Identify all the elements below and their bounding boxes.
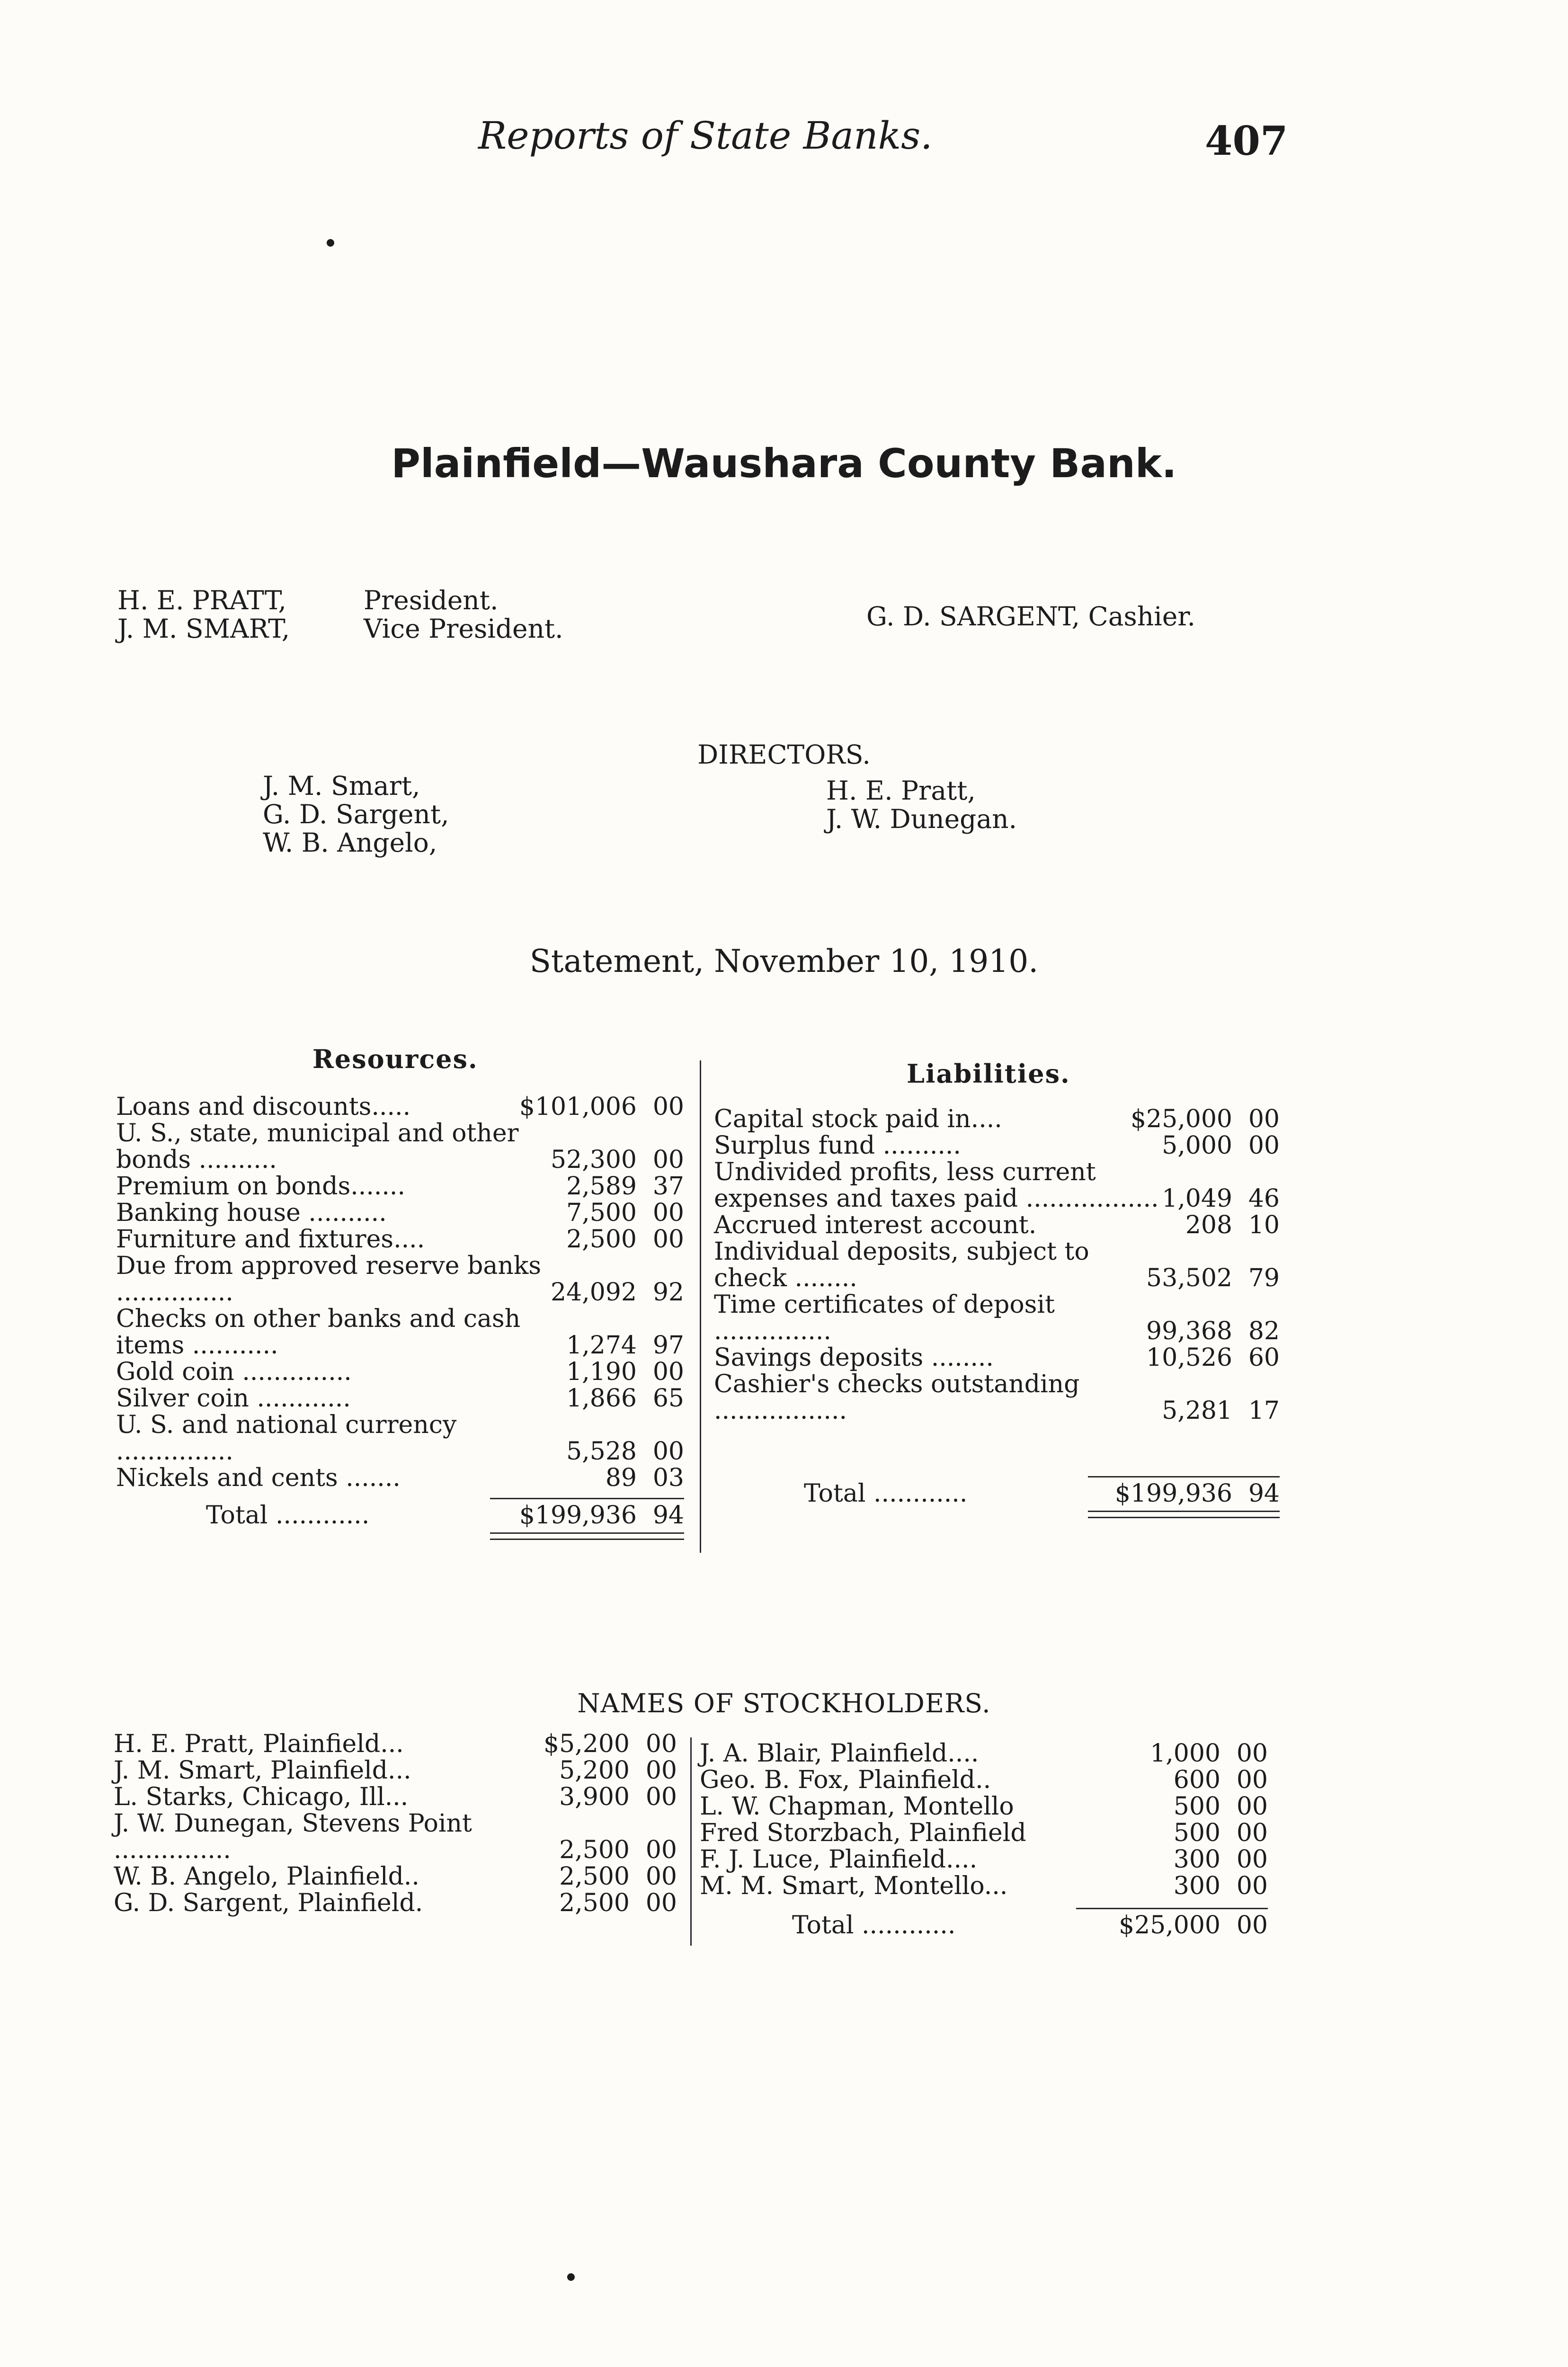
running-title: Reports of State Banks. <box>478 114 933 158</box>
officer-name: J. M. SMART, <box>117 614 290 644</box>
director-name: J. M. Smart, <box>263 771 420 801</box>
director-name: G. D. Sargent, <box>263 799 449 829</box>
item-label: Undivided profits, less current expenses and taxes paid ................. <box>714 1158 1159 1213</box>
cashier: G. D. SARGENT, Cashier. <box>866 601 1196 632</box>
item-cents: 60 <box>1248 1344 1280 1372</box>
share-cents: 00 <box>1236 1819 1268 1847</box>
stockholder-name: W. B. Angelo, Plainfield.. <box>114 1862 419 1891</box>
item-label: Silver coin ............ <box>116 1384 351 1413</box>
officer-role: President. <box>364 585 499 615</box>
item-label: Checks on other banks and cash items ........... <box>116 1305 521 1360</box>
share-cents: 00 <box>645 1889 677 1917</box>
resources-heading: Resources. <box>312 1044 478 1074</box>
stockholder-name: J. A. Blair, Plainfield.... <box>700 1739 979 1768</box>
item-dollars: $25,000 <box>1130 1105 1232 1133</box>
directors-heading: DIRECTORS. <box>697 739 871 770</box>
share-cents: 00 <box>645 1783 677 1811</box>
item-dollars: 99,368 <box>1146 1317 1232 1345</box>
item-label: Time certificates of deposit ............... <box>714 1290 1055 1345</box>
stockholder-row <box>700 1793 1268 1820</box>
resource-row <box>116 1412 684 1465</box>
resource-row <box>116 1385 684 1412</box>
officers-list <box>117 586 563 643</box>
item-dollars: 1,049 <box>1162 1184 1232 1213</box>
page-number: 407 <box>1205 117 1288 164</box>
stockholder-row <box>114 1890 677 1916</box>
stockholder-name: Geo. B. Fox, Plainfield.. <box>700 1766 991 1794</box>
resource-row <box>116 1359 684 1385</box>
liability-row <box>714 1212 1280 1238</box>
stockholder-row <box>114 1757 677 1784</box>
directors-left <box>263 772 449 857</box>
item-cents: 00 <box>1248 1131 1280 1160</box>
share-dollars: 500 <box>1173 1792 1221 1821</box>
stockholder-name: M. M. Smart, Montello... <box>700 1872 1008 1900</box>
stockholder-row <box>700 1767 1268 1793</box>
stockholder-row <box>700 1820 1268 1846</box>
total-label: Total ............ <box>792 1911 956 1940</box>
stockholder-row <box>114 1784 677 1810</box>
share-dollars: 2,500 <box>559 1862 630 1891</box>
director-name: W. B. Angelo, <box>263 828 437 858</box>
item-dollars: 10,526 <box>1146 1344 1232 1372</box>
item-label: Gold coin .............. <box>116 1358 352 1386</box>
liability-row <box>714 1159 1280 1212</box>
stockholder-row <box>114 1863 677 1890</box>
officer-row <box>117 586 563 614</box>
item-dollars: 1,190 <box>566 1358 637 1386</box>
item-cents: 97 <box>652 1331 684 1360</box>
share-cents: 00 <box>645 1730 677 1758</box>
item-label: Banking house .......... <box>116 1199 387 1227</box>
stockholder-name: L. W. Chapman, Montello <box>700 1792 1014 1821</box>
share-dollars: 5,200 <box>559 1756 630 1785</box>
item-cents: 82 <box>1248 1317 1280 1345</box>
stockholder-row <box>114 1810 677 1863</box>
item-label: Cashier's checks outstanding ................. <box>714 1370 1080 1425</box>
resource-row <box>116 1306 684 1359</box>
share-dollars: 3,900 <box>559 1783 630 1811</box>
resource-row <box>116 1173 684 1200</box>
item-label: Premium on bonds....... <box>116 1172 405 1201</box>
director-name: H. E. Pratt, <box>826 775 976 806</box>
item-label: Furniture and fixtures.... <box>116 1225 425 1254</box>
share-dollars: 1,000 <box>1150 1739 1221 1768</box>
share-cents: 00 <box>1236 1766 1268 1794</box>
item-label: Nickels and cents ....... <box>116 1464 401 1492</box>
resource-row <box>116 1253 684 1306</box>
item-cents: 00 <box>652 1146 684 1174</box>
statement-date: Statement, November 10, 1910. <box>529 943 1039 979</box>
item-cents: 00 <box>1248 1105 1280 1133</box>
item-dollars: 2,589 <box>566 1172 637 1201</box>
total-label: Total ............ <box>206 1501 370 1530</box>
sum-rule <box>1076 1908 1268 1909</box>
share-cents: 00 <box>1236 1792 1268 1821</box>
item-cents: 92 <box>652 1278 684 1307</box>
officer-name: H. E. PRATT, <box>117 585 286 615</box>
item-label: Loans and discounts..... <box>116 1093 411 1121</box>
item-cents: 46 <box>1248 1184 1280 1213</box>
share-dollars: 2,500 <box>559 1889 630 1917</box>
item-label: U. S. and national currency ............... <box>116 1411 457 1466</box>
share-dollars: 600 <box>1173 1766 1221 1794</box>
item-dollars: 1,274 <box>566 1331 637 1360</box>
stockholder-name: F. J. Luce, Plainfield.... <box>700 1845 978 1874</box>
officer-row <box>117 614 563 643</box>
item-label: Individual deposits, subject to check ........ <box>714 1237 1089 1292</box>
liabilities-table <box>714 1106 1280 1518</box>
stockholders-right <box>700 1740 1268 1939</box>
double-rule <box>1088 1511 1280 1518</box>
item-dollars: 208 <box>1185 1211 1232 1239</box>
share-dollars: 2,500 <box>559 1836 630 1864</box>
stockholder-name: G. D. Sargent, Plainfield. <box>114 1889 423 1917</box>
stockholder-name: J. W. Dunegan, Stevens Point ............... <box>114 1809 472 1864</box>
item-dollars: 89 <box>605 1464 637 1492</box>
double-rule <box>490 1532 684 1540</box>
share-dollars: $5,200 <box>543 1730 630 1758</box>
officer-role: Vice President. <box>364 614 563 644</box>
stockholder-row <box>700 1846 1268 1873</box>
item-cents: 00 <box>652 1358 684 1386</box>
item-cents: 65 <box>652 1384 684 1413</box>
item-cents: 37 <box>652 1172 684 1201</box>
share-cents: 00 <box>645 1862 677 1891</box>
item-cents: 79 <box>1248 1264 1280 1292</box>
liability-row <box>714 1371 1280 1424</box>
item-label: Capital stock paid in.... <box>714 1105 1002 1133</box>
sum-rule <box>1088 1476 1280 1477</box>
stockholder-row <box>700 1873 1268 1899</box>
item-dollars: 5,528 <box>566 1437 637 1466</box>
share-cents: 00 <box>1236 1845 1268 1874</box>
total-dollars: $25,000 <box>1118 1911 1221 1940</box>
stockholder-name: Fred Storzbach, Plainfield <box>700 1819 1026 1847</box>
stockholder-name: J. M. Smart, Plainfield... <box>114 1756 411 1785</box>
item-label: Savings deposits ........ <box>714 1344 994 1372</box>
item-cents: 00 <box>652 1225 684 1254</box>
ink-dot <box>567 2273 575 2281</box>
stockholders-total-row <box>700 1912 1268 1939</box>
item-dollars: 53,502 <box>1146 1264 1232 1292</box>
resource-row <box>116 1120 684 1173</box>
resource-row <box>116 1226 684 1253</box>
item-cents: 00 <box>652 1199 684 1227</box>
item-label: Due from approved reserve banks ............... <box>116 1252 542 1307</box>
resources-total-row <box>116 1502 684 1529</box>
total-dollars: $199,936 <box>1114 1479 1232 1508</box>
item-cents: 10 <box>1248 1211 1280 1239</box>
share-dollars: 300 <box>1173 1845 1221 1874</box>
share-cents: 00 <box>1236 1739 1268 1768</box>
item-dollars: 24,092 <box>551 1278 637 1307</box>
liabilities-heading: Liabilities. <box>907 1059 1070 1089</box>
stockholder-row <box>114 1731 677 1757</box>
liability-row <box>714 1132 1280 1159</box>
directors-right <box>826 776 1017 833</box>
stockholders-heading: NAMES OF STOCKHOLDERS. <box>577 1688 991 1718</box>
liabilities-total-row <box>714 1480 1280 1507</box>
share-cents: 00 <box>645 1836 677 1864</box>
item-dollars: 5,281 <box>1162 1397 1232 1425</box>
item-cents: 17 <box>1248 1397 1280 1425</box>
share-cents: 00 <box>1236 1872 1268 1900</box>
total-dollars: $199,936 <box>519 1501 637 1530</box>
liability-row <box>714 1106 1280 1132</box>
resource-row <box>116 1094 684 1120</box>
stockholder-name: H. E. Pratt, Plainfield... <box>114 1730 404 1758</box>
share-dollars: 300 <box>1173 1872 1221 1900</box>
share-cents: 00 <box>645 1756 677 1785</box>
total-cents: 94 <box>652 1501 684 1530</box>
liability-row <box>714 1291 1280 1344</box>
item-dollars: 52,300 <box>551 1146 637 1174</box>
item-label: U. S., state, municipal and other bonds .......... <box>116 1119 519 1174</box>
resources-table <box>116 1094 684 1540</box>
ink-dot <box>327 239 334 247</box>
item-dollars: 7,500 <box>566 1199 637 1227</box>
item-dollars: 2,500 <box>566 1225 637 1254</box>
item-dollars: 5,000 <box>1162 1131 1232 1160</box>
item-dollars: 1,866 <box>566 1384 637 1413</box>
liability-row <box>714 1344 1280 1371</box>
item-label: Surplus fund .......... <box>714 1131 961 1160</box>
item-cents: 00 <box>652 1093 684 1121</box>
item-dollars: $101,006 <box>519 1093 637 1121</box>
total-label: Total ............ <box>804 1479 968 1508</box>
liability-row <box>714 1238 1280 1291</box>
item-cents: 03 <box>652 1464 684 1492</box>
share-dollars: 500 <box>1173 1819 1221 1847</box>
item-label: Accrued interest account. <box>714 1211 1037 1239</box>
director-name: J. W. Dunegan. <box>826 804 1017 834</box>
resource-row <box>116 1200 684 1226</box>
bank-title: Plainfield—Waushara County Bank. <box>391 440 1177 487</box>
column-divider <box>690 1737 692 1946</box>
stockholder-row <box>700 1740 1268 1767</box>
total-cents: 00 <box>1236 1911 1268 1940</box>
total-cents: 94 <box>1248 1479 1280 1508</box>
column-divider <box>700 1060 701 1553</box>
resource-row <box>116 1465 684 1491</box>
stockholders-left <box>114 1731 677 1916</box>
sum-rule <box>490 1498 684 1499</box>
stockholder-name: L. Starks, Chicago, Ill... <box>114 1783 409 1811</box>
item-cents: 00 <box>652 1437 684 1466</box>
